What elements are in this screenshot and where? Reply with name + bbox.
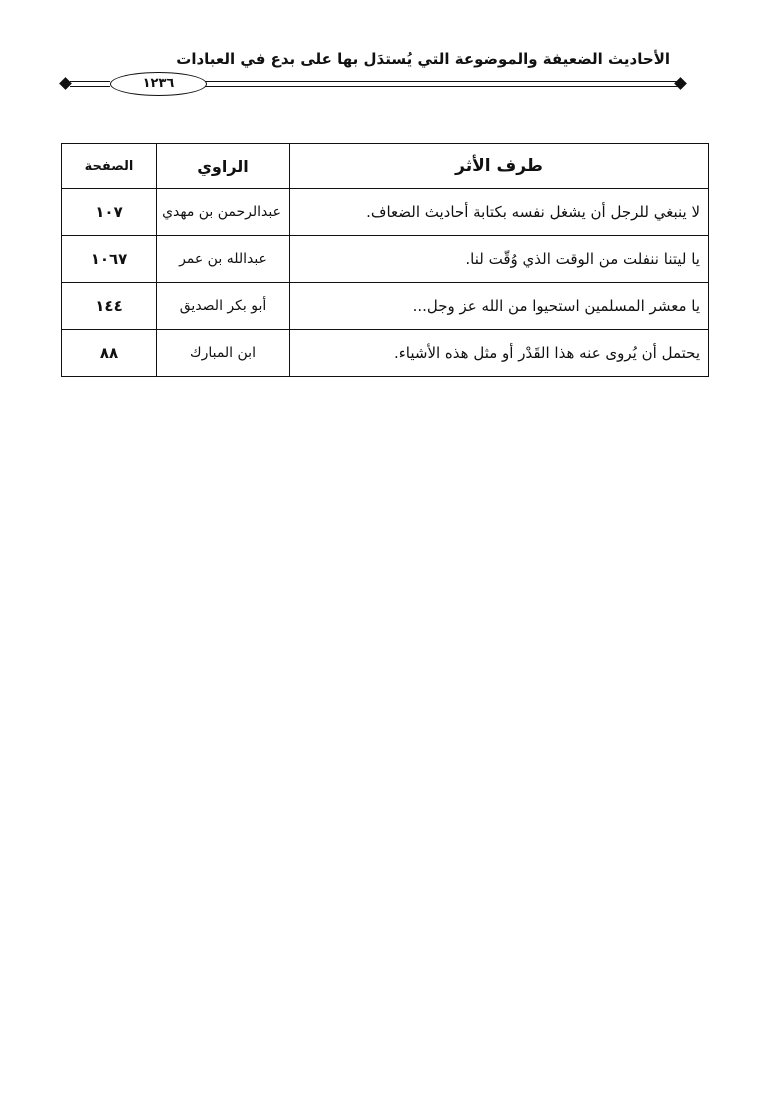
header-rule-left [70, 81, 110, 87]
rawi-cell: عبدالرحمن بن مهدي [157, 189, 290, 236]
header-ornament-right [674, 77, 687, 90]
header-rule-right [205, 81, 678, 87]
athar-index-table [61, 143, 709, 377]
page-cell: ٨٨ [62, 330, 157, 377]
rawi-cell: عبدالله بن عمر [157, 236, 290, 283]
table-row [62, 330, 709, 377]
rawi-cell: أبو بكر الصديق [157, 283, 290, 330]
athar-cell: لا ينبغي للرجل أن يشغل نفسه بكتابة أحاديث الضعاف. [290, 189, 709, 236]
athar-cell: يحتمل أن يُروى عنه هذا القَدْر أو مثل هذه الأشياء. [290, 330, 709, 377]
page-number: ١٢٣٦ [110, 72, 207, 96]
page-cell: ١٠٦٧ [62, 236, 157, 283]
page-cell: ١٠٧ [62, 189, 157, 236]
table-header-row [62, 144, 709, 189]
page-cell: ١٤٤ [62, 283, 157, 330]
rawi-cell: ابن المبارك [157, 330, 290, 377]
column-header-athar: طرف الأثر [290, 144, 709, 189]
athar-cell: يا ليتنا ننفلت من الوقت الذي وُقّت لنا. [290, 236, 709, 283]
column-header-page: الصفحة [62, 144, 157, 189]
table-row [62, 236, 709, 283]
athar-cell: يا معشر المسلمين استحيوا من الله عز وجل... [290, 283, 709, 330]
table-row [62, 189, 709, 236]
running-header-title: الأحاديث الضعيفة والموضوعة التي يُستدَل بها على بدع في العبادات [176, 50, 670, 68]
table-row [62, 283, 709, 330]
column-header-rawi: الراوي [157, 144, 290, 189]
